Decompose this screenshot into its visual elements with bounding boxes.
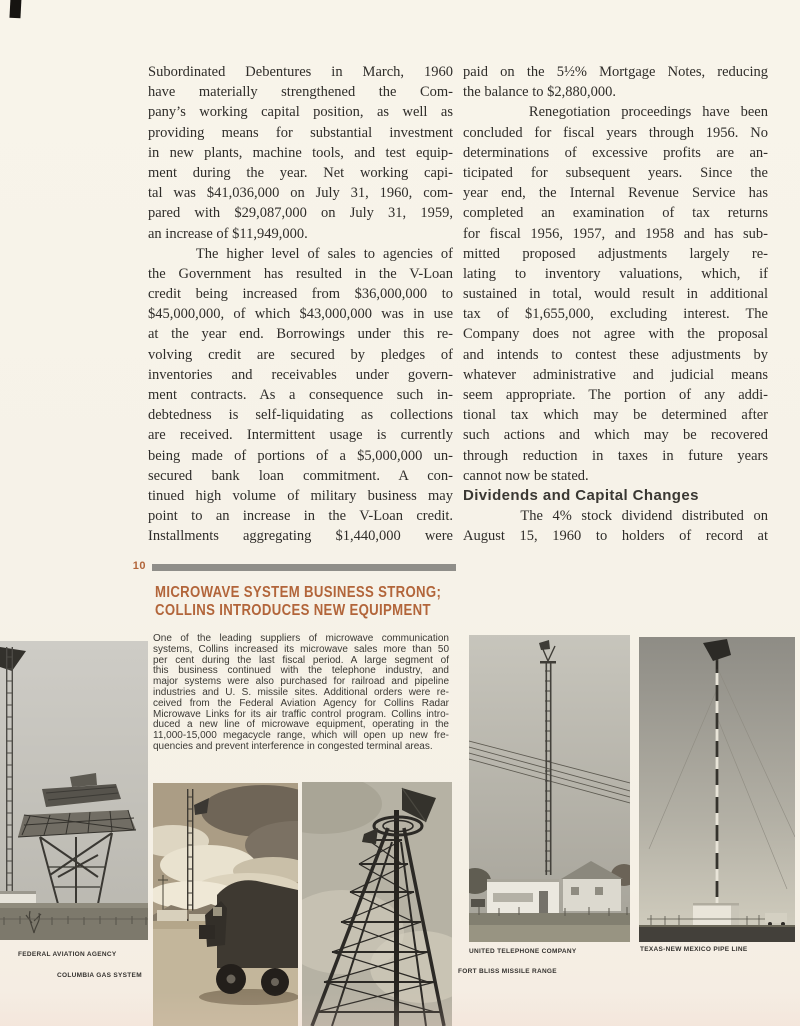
- photo-missile-range-truck: [153, 783, 298, 1026]
- section-subheading-dividends: Dividends and Capital Changes: [463, 486, 699, 504]
- text-line: tal was $41,036,000 on July 31, 1960, com-: [148, 185, 453, 202]
- caption-columbia-gas-system: COLUMBIA GAS SYSTEM: [57, 972, 142, 979]
- text-line: mitted proposed adjustments largely re-: [463, 245, 768, 262]
- text-line: inventories and receivables under govern-: [148, 366, 453, 383]
- photo-faa-radar-tower-image: [0, 641, 148, 940]
- text-line: and intends to contest these adjustments by: [463, 346, 768, 363]
- text-line: 11,000-15,000 megacycle range, which will open up new fre-: [153, 730, 449, 742]
- caption-fort-bliss-missile-range: FORT BLISS MISSILE RANGE: [458, 968, 557, 975]
- text-line: determinations of excessive profits are an-: [463, 144, 768, 161]
- photo-lattice-tower-dish: [302, 782, 452, 1026]
- text-line: One of the leading suppliers of microwave communication: [153, 633, 449, 644]
- text-line: quencies and prevent interference in congested terminal areas.: [153, 740, 433, 752]
- text-line: Microwave Links for its air traffic control program. Collins intro-: [153, 708, 449, 720]
- text-line: systems, Collins increased its microwave sales more than 50: [153, 643, 449, 655]
- text-line: this business continued with the telephone industry, and: [153, 665, 449, 677]
- photo-faa-radar-tower: [0, 641, 148, 940]
- text-line: ticipated for subsequent years. Since the: [463, 164, 768, 181]
- text-line: The higher level of sales to agencies of: [148, 245, 453, 262]
- text-line: debtedness is self-liquidating as collections: [148, 407, 453, 424]
- text-line: tax of $1,655,000, excluding interest. The: [463, 306, 768, 323]
- page-number: 10: [132, 560, 146, 572]
- text-line: seem appropriate. The portion of any addi-: [463, 387, 768, 403]
- text-line: point to an increase in the V-Loan credit.: [148, 508, 453, 525]
- text-line: ment contracts. As a consequence such in-: [148, 387, 453, 403]
- text-line: through reduction in taxes in future years: [463, 447, 768, 464]
- right-column-text-top: [463, 62, 768, 486]
- text-line: Renegotiation proceedings have been: [463, 104, 768, 121]
- text-line: pany’s working capital position, as well as: [148, 104, 453, 121]
- text-line: $45,000,000, of which $43,000,000 was in use: [148, 306, 453, 323]
- photo-united-telephone-mast: [469, 635, 630, 942]
- photo-missile-range-truck-image: [153, 783, 298, 1026]
- text-line: tional tax which may be determined after: [463, 407, 768, 424]
- feature-heading: [155, 584, 441, 619]
- feature-heading-line2: COLLINS INTRODUCES NEW EQUIPMENT: [155, 601, 431, 619]
- text-line: pared with $29,087,000 on July 31, 1959,: [148, 205, 453, 222]
- text-line: industries and U. S. missile sites. Additional orders were re-: [153, 686, 449, 698]
- photo-lattice-tower-dish-image: [302, 782, 452, 1026]
- text-line: providing means for substantial investment: [148, 124, 453, 141]
- text-line: for fiscal 1956, 1957, and 1958 and has sub-: [463, 225, 768, 242]
- text-line: an increase of $11,949,000.: [148, 225, 308, 242]
- text-line: paid on the 5½% Mortgage Notes, reducing: [463, 64, 768, 80]
- text-line: major systems were also purchased for railroad and pipeline: [153, 676, 449, 688]
- text-line: year end, the Internal Revenue Service has: [463, 185, 768, 202]
- text-line: at the year end. Borrowings under this re-: [148, 326, 453, 343]
- text-line: are received. Intermittent usage is currently: [148, 427, 453, 444]
- text-line: cannot now be stated.: [463, 467, 589, 484]
- text-line: such actions and which may be recovered: [463, 427, 768, 444]
- text-line: ment during the year. Net working capi-: [148, 164, 453, 181]
- text-line: credit being increased from $36,000,000 to: [148, 286, 453, 303]
- caption-federal-aviation-agency: FEDERAL AVIATION AGENCY: [18, 951, 117, 958]
- feature-body: [153, 634, 449, 753]
- text-line: duced a new line of microwave equipment, operating in the: [153, 719, 449, 731]
- text-line: tinued high volume of military business may: [148, 487, 453, 504]
- caption-texas-new-mexico-pipe-line: TEXAS-NEW MEXICO PIPE LINE: [640, 946, 748, 953]
- text-line: the balance to $2,880,000.: [463, 84, 617, 101]
- text-line: sustained in total, would result in additional: [463, 286, 768, 303]
- article-right-column: [463, 62, 768, 547]
- text-line: per cent during the last fiscal period. A large segment of: [153, 654, 449, 666]
- text-line: in new plants, machine tools, and test equip-: [148, 144, 453, 161]
- photo-united-telephone-mast-image: [469, 635, 630, 942]
- text-line: secured bank loan commitment. A con-: [148, 467, 453, 484]
- text-line: Company does not agree with the proposal: [463, 326, 768, 343]
- text-line: have materially strengthened the Com-: [148, 84, 453, 101]
- text-line: volving credit are secured by pledges of: [148, 346, 453, 363]
- text-line: concluded for fiscal years through 1956. No: [463, 124, 768, 141]
- text-line: Subordinated Debentures in March, 1960: [148, 64, 453, 80]
- photo-texas-nm-mast-image: [639, 637, 795, 942]
- caption-united-telephone-company: UNITED TELEPHONE COMPANY: [469, 948, 577, 955]
- scan-artifact-mark: [9, 0, 21, 18]
- text-line: the Government has resulted in the V-Loan: [148, 265, 453, 282]
- text-line: being made of portions of a $5,000,000 un-: [148, 447, 453, 464]
- text-line: Installments aggregating $1,440,000 were: [148, 528, 453, 545]
- feature-heading-line1: MICROWAVE SYSTEM BUSINESS STRONG;: [155, 584, 442, 601]
- right-column-text-bottom: [463, 506, 768, 546]
- article-left-column: [148, 62, 453, 547]
- text-line: lating to inventory valuations, which, if: [463, 265, 768, 282]
- folio-rule: [152, 564, 456, 571]
- text-line: whatever administrative and judicial means: [463, 366, 768, 383]
- text-line: August 15, 1960 to holders of record at: [463, 528, 768, 545]
- photo-texas-nm-mast: [639, 637, 795, 942]
- text-line: completed an examination of tax returns: [463, 205, 768, 222]
- text-line: The 4% stock dividend distributed on: [463, 508, 768, 525]
- text-line: ceived from the Federal Aviation Agency for Collins Radar: [153, 697, 449, 709]
